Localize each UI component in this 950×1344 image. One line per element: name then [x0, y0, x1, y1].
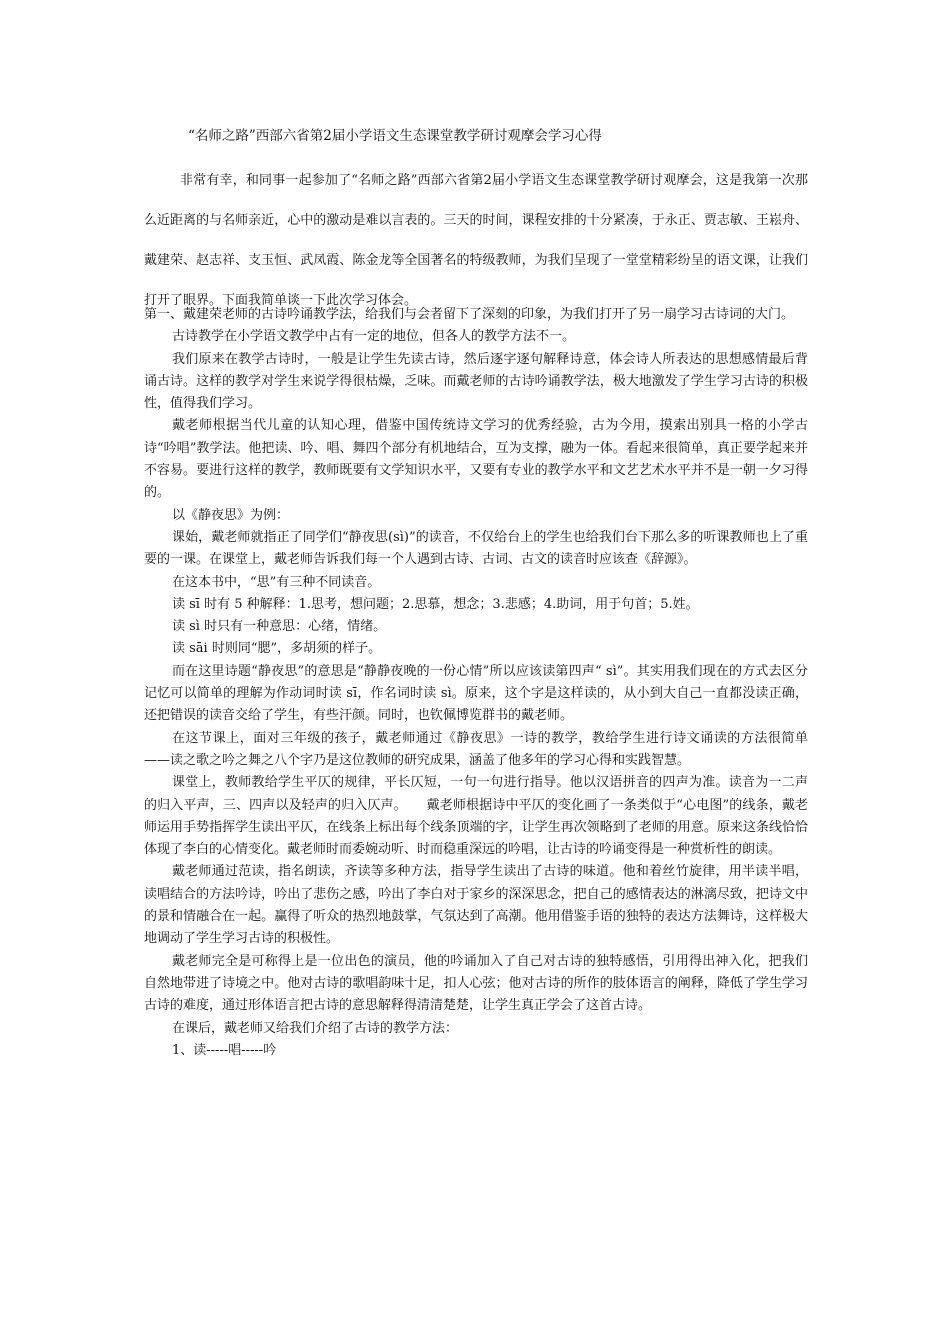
- body-paragraph: 在课后，戴老师又给我们介绍了古诗的教学方法：: [172, 1020, 459, 1036]
- intro-paragraph: 非常有幸，和同事一起参加了“名师之路”西部六省第2届小学语文生态课堂教学研讨观摩会，这是我第一次那么近距离的与名师亲近，心中的激动是难以言表的。三天的时间，课程安排的十分紧凑，于永正、贾志敏、王崧舟、戴建荣、赵志祥、支玉恒、武凤霞、陈金龙等全国著名的特级教师，为我们呈现了一堂堂精彩纷呈的语文课，让我们打开了眼界。下面我简单谈一下此次学习体会。: [144, 173, 808, 308]
- body-paragraph: 戴老师根据当代儿童的认知心理，借鉴中国传统诗文学习的优秀经验，古为今用，摸索出别具一格的小学古诗“吟唱”教学法。他把读、吟、唱、舞四个部分有机地结合，互为支撑，融为一体。看起来很简单，真正要学起来并不容易。要进行这样的教学，教师既要有文学知识水平，又要有专业的教学水平和文艺艺术水平并不是一朝一夕习得的。: [144, 418, 808, 501]
- body-paragraph: 读 sī 时有 5 种解释：1.思考，想问题；2.思慕，想念；3.悲感；4.助词，用于句首；5.姓。: [172, 596, 699, 612]
- body-paragraph: 以《静夜思》为例：: [172, 507, 290, 523]
- body-paragraph: 戴老师通过范读，指名朗读，齐读等多种方法，指导学生读出了古诗的味道。他和着丝竹旋律，用半读半唱，读唱结合的方法吟诗，吟出了悲伤之感，吟出了李白对于家乡的深深思念，把自己的感情表达的淋漓尽致，把诗文中的景和情融合在一起。赢得了听众的热烈地鼓掌，气氛达到了高潮。他用借鉴手语的独特的表达方法舞诗，这样极大地调动了学生学习古诗的积极性。: [144, 864, 808, 947]
- body-paragraph: 在这本书中，“思”有三种不同读音。: [172, 574, 381, 590]
- body-paragraph: 课堂上，教师教给学生平仄的规律，平长仄短，一句一句进行指导。他以汉语拼音的四声为准。读音为一二声的归入平声，三、四声以及轻声的归入仄声。 戴老师根据诗中平仄的变化画了一条类似于“心电图”的线条，戴老师运用手势指挥学生读出平仄，在线条上标出每个线条顶端的字，让学生再次领略到了老师的用意。原来这条线恰恰体现了李白的心情变化。戴老师时而委婉动听、时而稳重深远的吟唱，让古诗的吟诵变得是一种赏析性的朗读。: [144, 775, 808, 858]
- body-paragraph: 而在这里诗题“静夜思”的意思是“静静夜晚的一份心情”所以应该读第四声“ sì”。其实用我们现在的方式去区分记忆可以简单的理解为作动词时读 sī，作名词时读 sì。原来，这个字是这样读的，从小到大自己一直都没读正确，还把错误的读音交给了学生，有些汗颜。同时，也钦佩博览群书的戴老师。: [144, 663, 808, 724]
- body-paragraph: 读 sì 时只有一种意思：心绪，情绪。: [172, 619, 387, 635]
- list-item: 1、读-----唱-----吟: [172, 1042, 277, 1058]
- body-paragraph: 第一、戴建荣老师的古诗吟诵教学法，给我们与会者留下了深刻的印象，为我们打开了另一扇学习古诗词的大门。: [144, 307, 795, 322]
- body-paragraph: 戴老师完全是可称得上是一位出色的演员，他的吟诵加入了自己对古诗的独特感悟，引用得出神入化，把我们自然地带进了诗境之中。他对古诗的歌唱韵味十足，扣人心弦；他对古诗的所作的肢体语言的阐释，降低了学生学习古诗的难度，通过形体语言把古诗的意思解释得清清楚楚，让学生真正学会了这首古诗。: [144, 953, 808, 1014]
- body-paragraph: 古诗教学在小学语文教学中占有一定的地位，但各人的教学方法不一。: [172, 329, 576, 345]
- body-paragraph: 在这节课上，面对三年级的孩子，戴老师通过《静夜思》一诗的教学，教给学生进行诗文诵读的方法很简单——读之歌之吟之舞之八个字乃是这位教师的研究成果，涵盖了他多年的学习心得和实践智慧。: [144, 730, 808, 768]
- body-paragraph: 读 sāi 时则同“腮”，多胡须的样子。: [172, 641, 382, 657]
- document-body: [144, 304, 808, 1062]
- document-title: “名师之路”西部六省第2届小学语文生态课堂教学研讨观摩会学习心得: [188, 128, 602, 144]
- body-paragraph: 我们原来在教学古诗时，一般是让学生先读古诗，然后逐字逐句解释诗意，体会诗人所表达的思想感情最后背诵古诗。这样的教学对学生来说学得很枯燥，乏味。而戴老师的古诗吟诵教学法，极大地激发了学生学习古诗的积极性，值得我们学习。: [144, 351, 808, 412]
- body-paragraph: 课始，戴老师就指正了同学们“静夜思(sì)”的读音，不仅给台上的学生也给我们台下那么多的听课教师也上了重要的一课。在课堂上，戴老师告诉我们每一个人遇到古诗、古词、古文的读音时应该查《辞源》。: [144, 529, 808, 568]
